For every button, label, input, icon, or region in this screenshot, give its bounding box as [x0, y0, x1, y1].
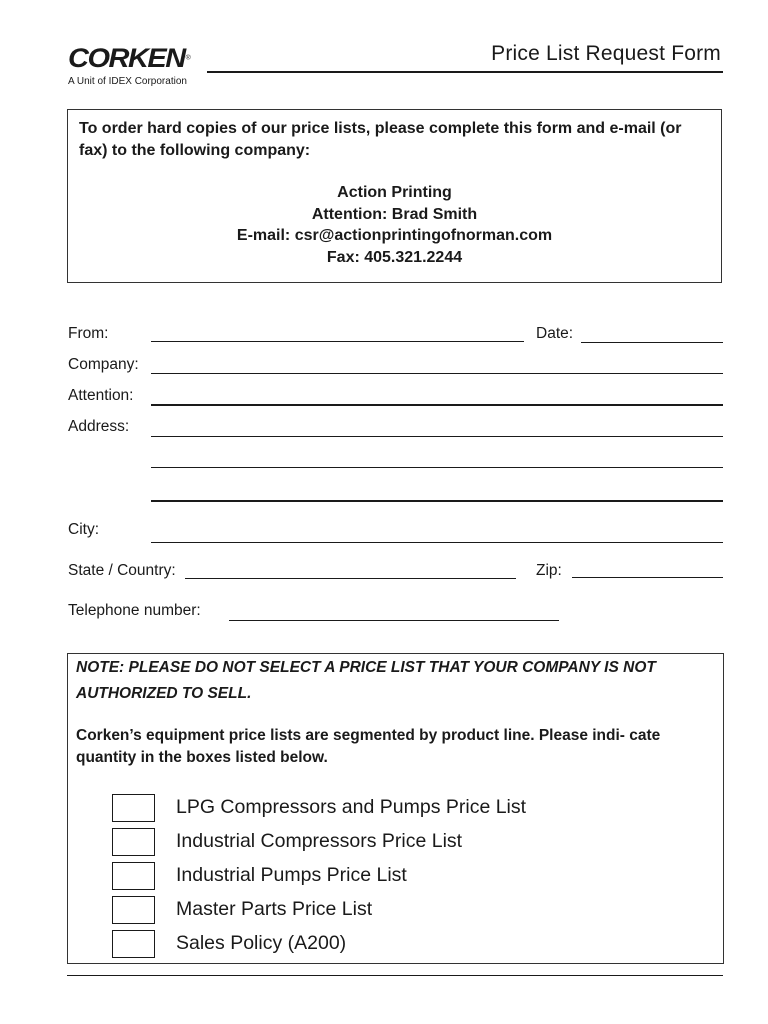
logo-subtitle: A Unit of IDEX Corporation [68, 76, 187, 87]
contact-company: Action Printing [337, 184, 452, 201]
master-parts-label: Master Parts Price List [176, 898, 373, 920]
address-label: Address: [68, 418, 130, 435]
corken-logo [68, 45, 191, 88]
from-label: From: [68, 325, 109, 342]
attention-field[interactable] [151, 404, 723, 406]
industrial-pumps-label: Industrial Pumps Price List [176, 864, 407, 886]
industrial-compressors-label: Industrial Compressors Price List [176, 830, 463, 852]
telephone-field[interactable] [229, 620, 559, 621]
company-label: Company: [68, 356, 139, 373]
registered-mark: ® [185, 55, 191, 62]
authorization-warning: NOTE: PLEASE DO NOT SELECT A PRICE LIST THAT YOUR COMPANY IS NOT AUTHORIZED TO SELL. [76, 659, 656, 702]
address-field-line1[interactable] [151, 436, 723, 437]
footer-divider [67, 975, 723, 976]
price-list-selection-box [67, 653, 724, 964]
attention-label: Attention: [68, 387, 134, 404]
address-field-line2[interactable] [151, 467, 723, 468]
company-field[interactable] [151, 373, 723, 374]
from-field[interactable] [151, 341, 524, 342]
state-country-field[interactable] [185, 578, 516, 579]
telephone-label: Telephone number: [68, 602, 201, 619]
header-divider [207, 71, 723, 73]
contact-email[interactable]: E-mail: csr@actionprintingofnorman.com [236, 227, 553, 244]
state-country-label: State / Country: [68, 562, 176, 579]
date-label: Date: [536, 325, 574, 342]
zip-label: Zip: [536, 562, 562, 579]
lpg-compressors-pumps-quantity-box[interactable] [112, 794, 155, 822]
city-label: City: [68, 521, 99, 538]
industrial-pumps-quantity-box[interactable] [112, 862, 155, 890]
page-title: Price List Request Form [491, 42, 721, 65]
zip-field[interactable] [572, 577, 723, 578]
instructions-text: To order hard copies of our price lists, please complete this form and e-mail (or fax) to the following company: [79, 120, 682, 159]
date-field[interactable] [581, 342, 723, 343]
address-field-line3[interactable] [151, 500, 723, 502]
industrial-compressors-quantity-box[interactable] [112, 828, 155, 856]
master-parts-quantity-box[interactable] [112, 896, 155, 924]
sales-policy-quantity-box[interactable] [112, 930, 155, 958]
city-field[interactable] [151, 542, 723, 543]
sales-policy-label: Sales Policy (A200) [176, 932, 347, 954]
contact-attention: Attention: Brad Smith [311, 205, 478, 223]
lpg-compressors-pumps-label: LPG Compressors and Pumps Price List [176, 796, 527, 818]
ordering-instructions-box [67, 109, 722, 283]
contact-block [68, 182, 721, 268]
logo-wordmark: CORKEN® [68, 44, 191, 74]
contact-fax: Fax: 405.321.2244 [326, 248, 463, 266]
selection-instructions: Corken’s equipment price lists are segmented by product line. Please indi- cate quantity in the boxes listed below. [76, 727, 661, 766]
